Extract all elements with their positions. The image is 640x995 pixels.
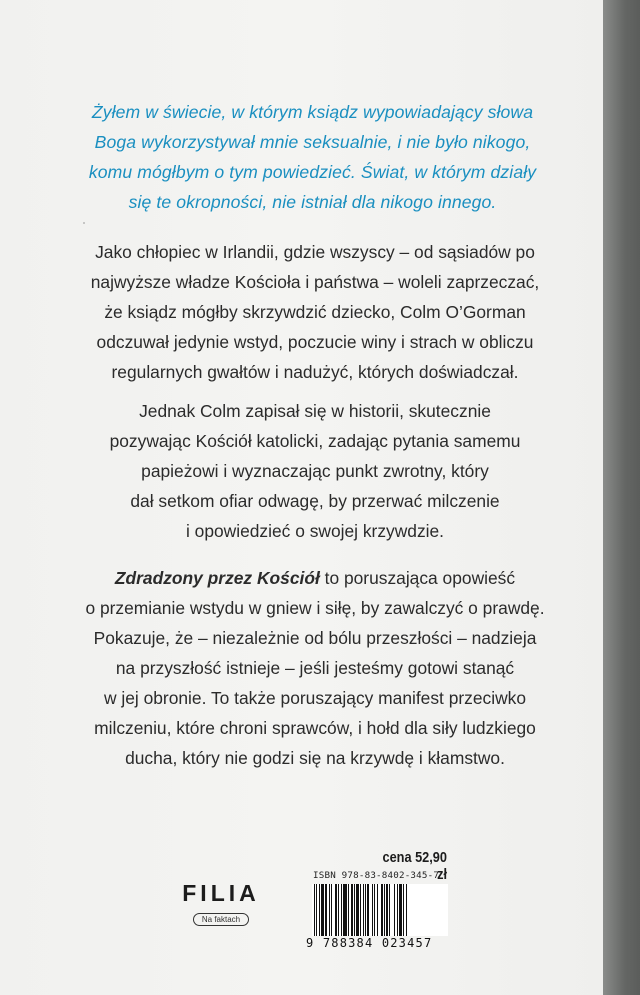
barcode [312, 884, 448, 936]
book-title: Zdradzony przez Kościół [114, 568, 320, 588]
blurb-line: i opowiedzieć o swojej krzywdzie. [185, 521, 445, 541]
quote-line: Żyłem w świecie, w którym ksiądz wypowiadający słowa [91, 102, 534, 122]
blurb-line: regularnych gwałtów i nadużyć, których doświadczał. [111, 362, 519, 382]
blurb-line: pozywając Kościół katolicki, zadając pytania samemu [109, 431, 521, 451]
blurb-paragraph-1 [40, 237, 590, 387]
book-spine-edge [603, 0, 640, 995]
blurb-line: odczuwał jedynie wstyd, poczucie winy i strach w obliczu [96, 332, 534, 352]
publisher-name: FILIA [182, 880, 260, 906]
blurb-line-rest: to poruszająca opowieść [319, 568, 516, 588]
pull-quote [40, 97, 585, 217]
blurb-line: Jednak Colm zapisał się w historii, skutecznie [139, 401, 491, 421]
publisher-logo [181, 880, 261, 927]
blurb-line: najwyższe władze Kościoła i państwa – woleli zaprzeczać, [90, 272, 540, 292]
blurb-line: dał setkom ofiar odwagę, by przerwać milczenie [130, 491, 500, 511]
blurb-line: ducha, który nie godzi się na krzywdę i kłamstwo. [125, 748, 505, 768]
blurb-line: milczeniu, które chroni sprawców, i hołd dla siły ludzkiego [94, 718, 536, 738]
price-label: cena 52,90 zł [382, 849, 447, 883]
blurb-paragraph-2 [40, 396, 590, 546]
quote-line: komu mógłbym o tym powiedzieć. Świat, w którym działy [88, 162, 537, 182]
blurb-line [40, 563, 590, 593]
series-badge: Na faktach [193, 913, 249, 926]
ean-number: 9 788384 023457 [306, 936, 433, 950]
isbn-label: ISBN 978-83-8402-345-7 [313, 870, 440, 881]
blurb-paragraph-3 [40, 563, 590, 773]
blurb-line: że ksiądz mógłby skrzywdzić dziecko, Colm O’Gorman [104, 302, 526, 322]
quote-line: się te okropności, nie istniał dla nikogo innego. [128, 192, 497, 212]
blurb-line: Pokazuje, że – niezależnie od bólu przeszłości – nadzieja [93, 628, 537, 648]
blurb-line: papieżowi i wyznaczając punkt zwrotny, który [141, 461, 489, 481]
blurb-line: Jako chłopiec w Irlandii, gdzie wszyscy – od sąsiadów po [95, 242, 535, 262]
blurb-line: w jej obronie. To także poruszający manifest przeciwko [103, 688, 527, 708]
quote-line: Boga wykorzystywał mnie seksualnie, i nie było nikogo, [94, 132, 531, 152]
blurb-line: o przemianie wstydu w gniew i siłę, by zawalczyć o prawdę. [85, 598, 545, 618]
blurb-line: na przyszłość istnieje – jeśli jesteśmy gotowi stanąć [115, 658, 515, 678]
speck [83, 222, 85, 224]
